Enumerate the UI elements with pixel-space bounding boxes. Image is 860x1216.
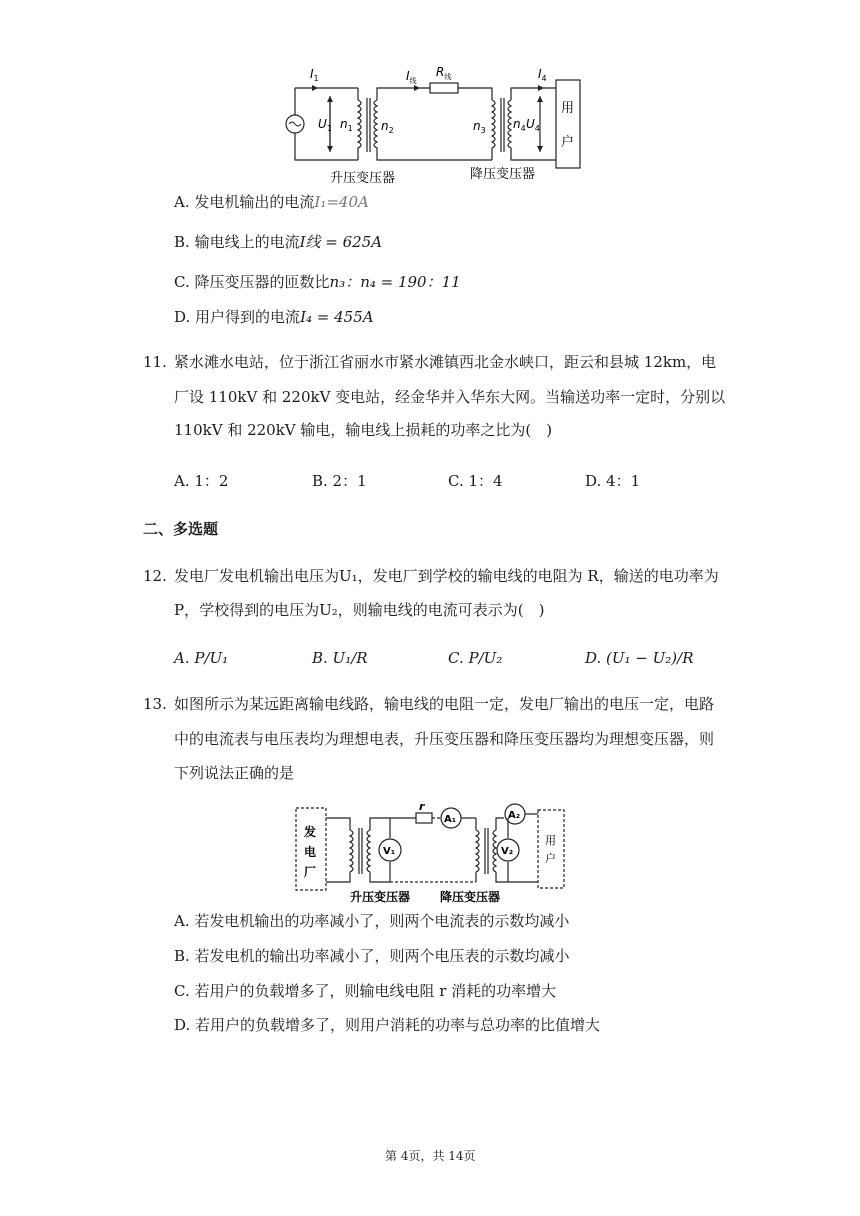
q11-line-1: 紧水滩水电站，位于浙江省丽水市紧水滩镇西北金水峡口，距云和县城 12km，电	[174, 353, 717, 371]
q13-option-c: C. 若用户的负载增多了，则输电线电阻 r 消耗的功率增大	[174, 982, 557, 1000]
label-V1: V₁	[383, 846, 396, 857]
label-plant-1: 发	[304, 825, 317, 839]
q10-option-b: B. 输电线上的电流I线 = 625A	[174, 233, 383, 251]
q11-option-a: A. 1：2	[174, 472, 229, 490]
label-user-bottom: 户	[561, 135, 575, 150]
label-n2: $n_2$	[381, 119, 394, 135]
label-n4: $n_4$	[513, 117, 526, 133]
q13-option-a: A. 若发电机输出的功率减小了，则两个电流表的示数均减小	[174, 912, 570, 930]
q12-option-b: B. U₁/R	[312, 649, 368, 667]
label-V2: V₂	[501, 846, 514, 857]
label-A2: A₂	[508, 810, 521, 821]
label-step-up-2: 升压变压器	[350, 890, 411, 904]
circuit-diagram-2	[290, 800, 570, 906]
label-step-down: 降压变压器	[470, 167, 536, 182]
section-heading: 二、多选题	[143, 520, 219, 538]
label-I-line: $I_线$	[406, 69, 417, 85]
q12-number: 12.	[143, 567, 167, 585]
label-user-2: 户	[545, 852, 556, 865]
label-U4: $U_4$	[526, 117, 540, 133]
page-footer: 第 4页，共 14页	[385, 1149, 476, 1163]
label-I1: $I_1$	[310, 67, 319, 83]
q11-number: 11.	[143, 353, 167, 371]
q10-option-c: C. 降压变压器的匝数比n₃：n₄ = 190：11	[174, 273, 461, 291]
label-U1: $U_1$	[318, 117, 332, 133]
q11-option-d: D. 4：1	[585, 472, 641, 490]
q11-line-3: 110kV 和 220kV 输电，输电线上损耗的功率之比为( )	[174, 421, 553, 439]
q13-option-d: D. 若用户的负载增多了，则用户消耗的功率与总功率的比值增大	[174, 1016, 601, 1034]
q12-line-1: 发电厂发电机输出电压为U₁，发电厂到学校的输电线的电阻为 R，输送的电功率为	[174, 567, 719, 585]
label-plant-3: 厂	[304, 865, 317, 879]
q12-option-d: D. (U₁ − U₂)/R	[585, 649, 694, 667]
label-user-top: 用	[561, 101, 575, 116]
label-n1: $n_1$	[340, 117, 353, 133]
q11-line-2: 厂设 110kV 和 220kV 变电站，经金华并入华东大网。当输送功率一定时，分别以	[174, 388, 726, 406]
label-R-line: $R_线$	[436, 65, 452, 81]
q10-option-a: A. 发电机输出的电流I₁=40A	[174, 193, 369, 211]
q12-line-2: P，学校得到的电压为U₂，则输电线的电流可表示为( )	[174, 601, 545, 619]
q11-option-c: C. 1：4	[448, 472, 503, 490]
label-I4: $I_4$	[538, 67, 547, 83]
label-n3: $n_3$	[473, 119, 486, 135]
q12-option-c: C. P/U₂	[448, 649, 503, 667]
q13-line-2: 中的电流表与电压表均为理想电表，升压变压器和降压变压器均为理想变压器，则	[174, 730, 715, 748]
q10-option-d: D. 用户得到的电流I₄ = 455A	[174, 308, 374, 326]
label-user-1: 用	[545, 834, 556, 847]
label-r: r	[419, 800, 425, 813]
q13-line-3: 下列说法正确的是	[174, 764, 295, 782]
q11-option-b: B. 2：1	[312, 472, 367, 490]
label-step-down-2: 降压变压器	[440, 890, 501, 904]
label-step-up: 升压变压器	[330, 171, 396, 186]
q13-number: 13.	[143, 695, 167, 713]
q13-option-b: B. 若发电机的输出功率减小了，则两个电压表的示数均减小	[174, 947, 570, 965]
q12-option-a: A. P/U₁	[174, 649, 229, 667]
label-plant-2: 电	[304, 845, 317, 859]
q13-line-1: 如图所示为某远距离输电线路，输电线的电阻一定，发电厂输出的电压一定，电路	[174, 695, 715, 713]
circuit-diagram-1	[270, 60, 600, 190]
label-A1: A₁	[444, 814, 457, 825]
